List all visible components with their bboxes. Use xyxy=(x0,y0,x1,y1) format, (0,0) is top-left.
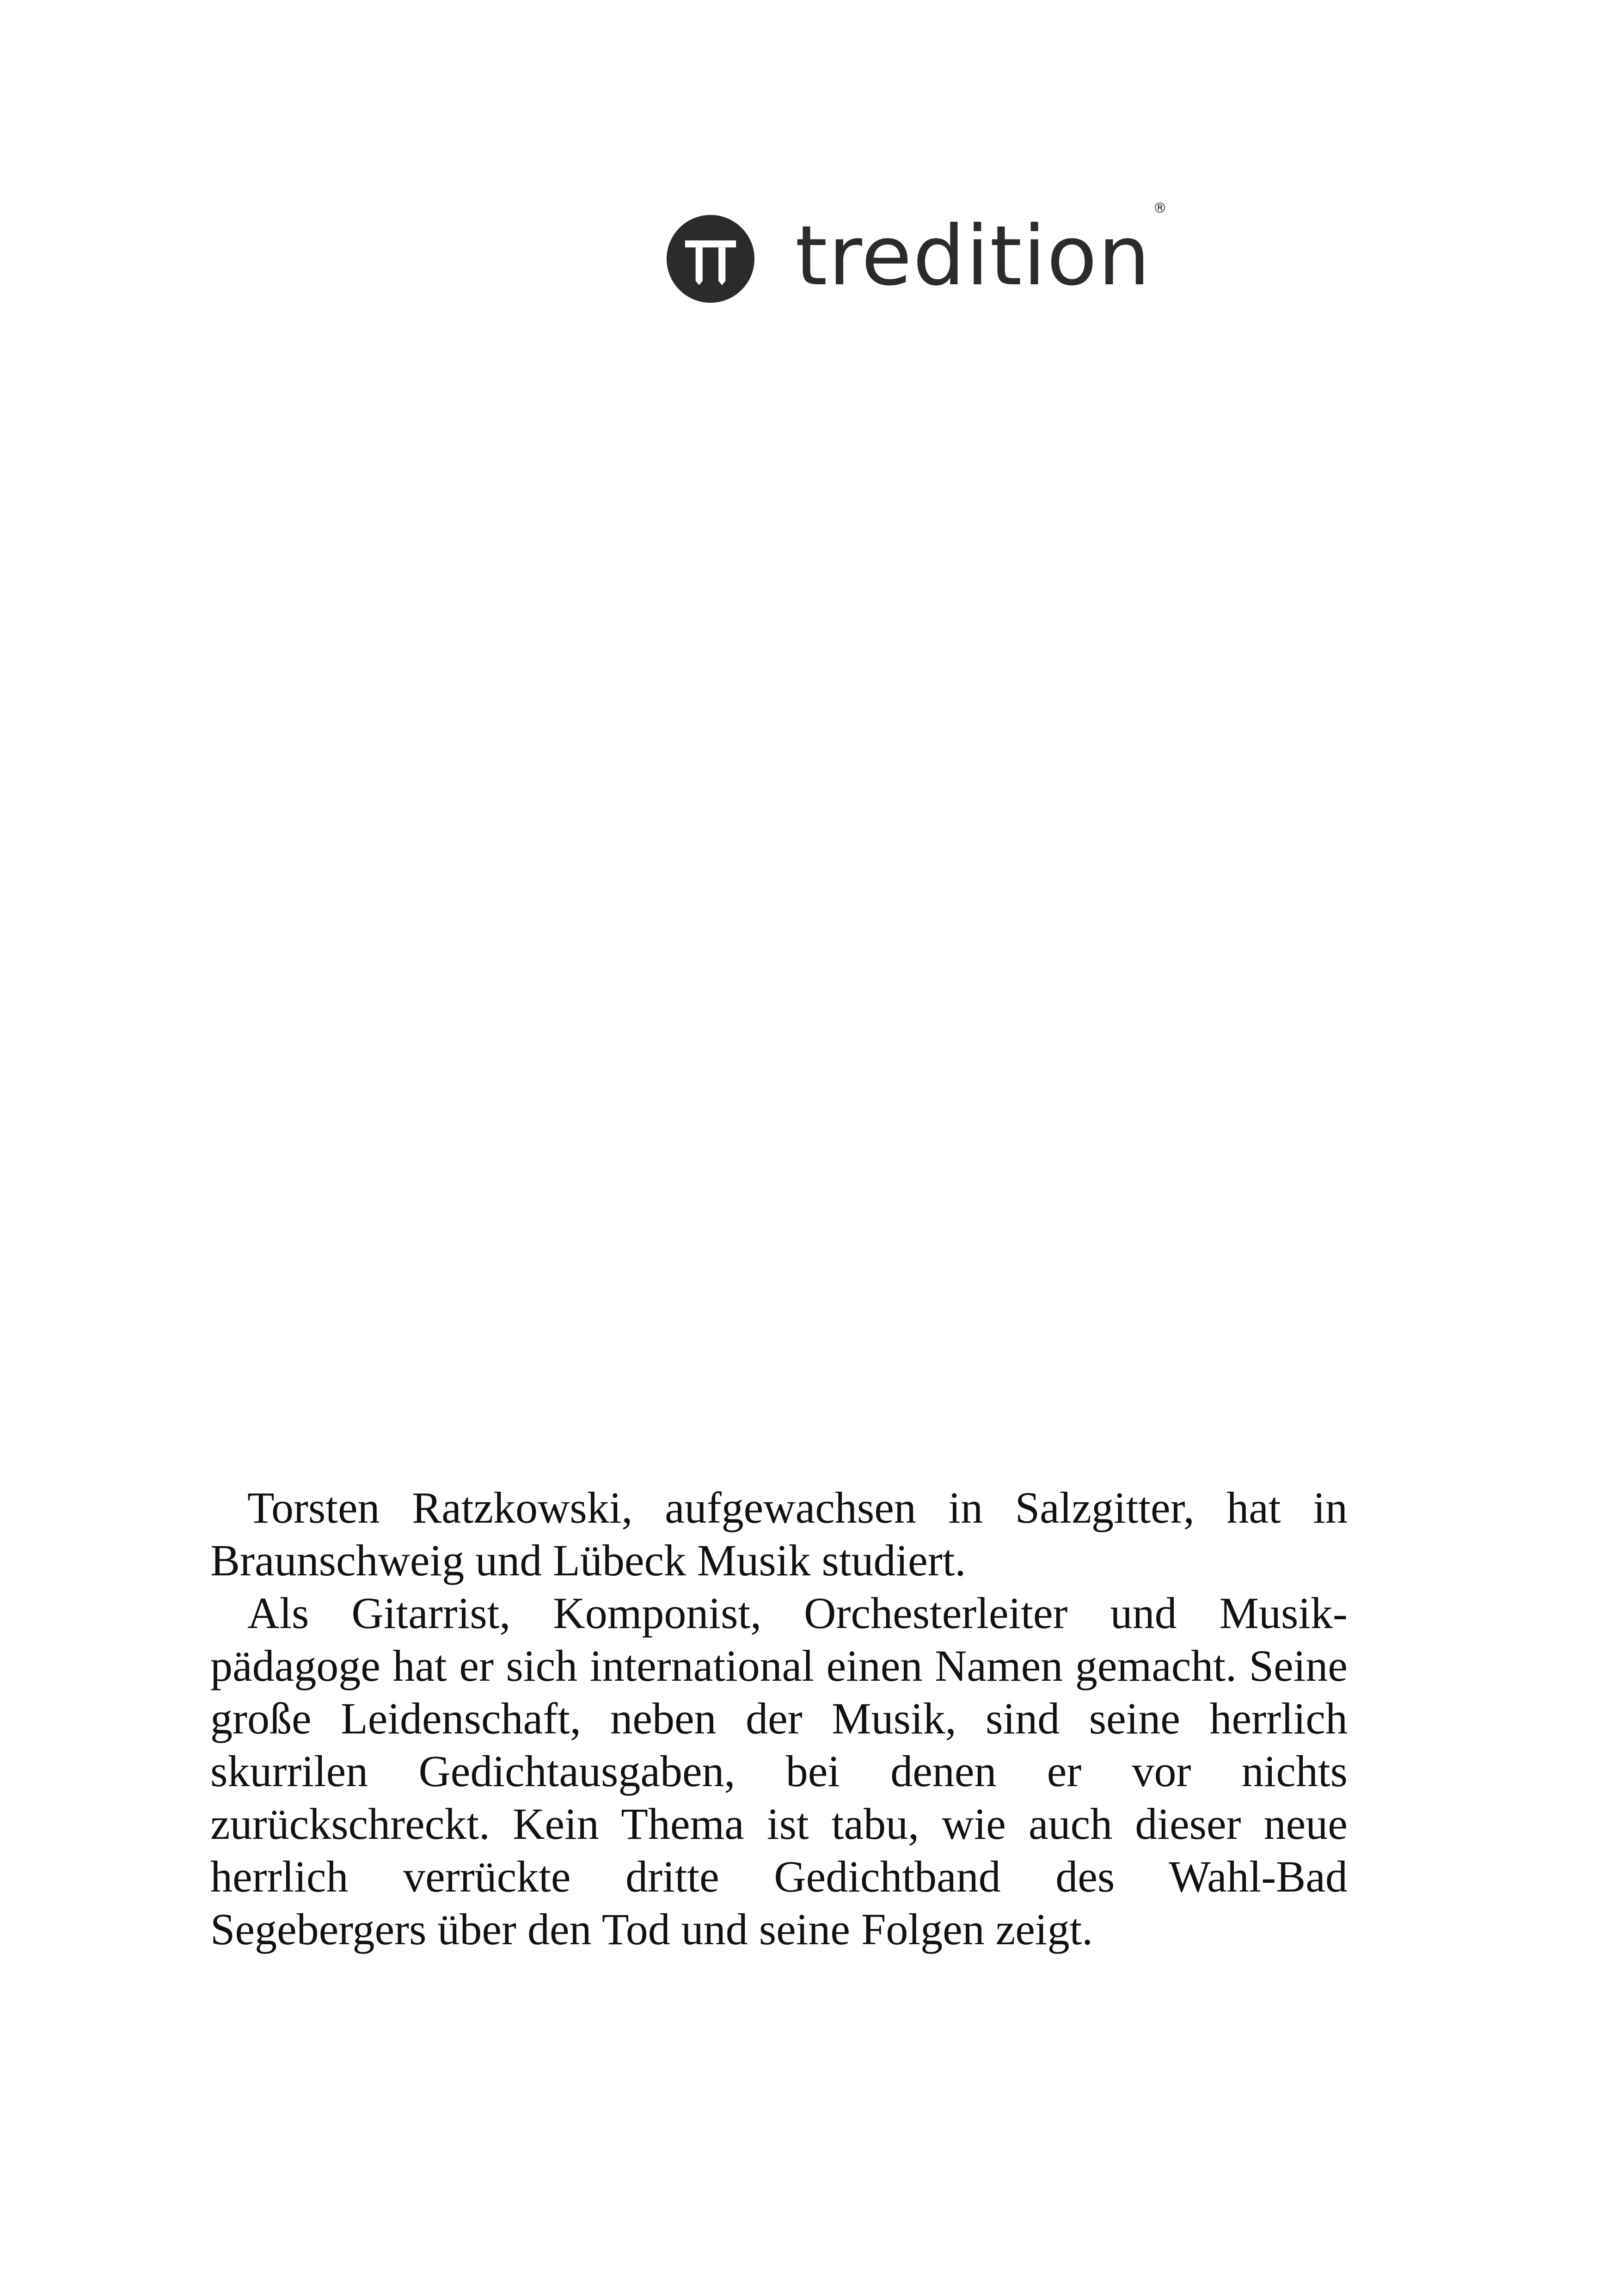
publisher-logo xyxy=(667,200,1167,305)
publisher-name: tredition xyxy=(795,208,1151,304)
bio-paragraph: Als Gitarrist, Komponist, Orchesterleiter und Musik-pädagoge hat er sich international einen Namen gemacht. Seine große Leidenschaft, neben der Musik, sind seine herrlich skurrilen Gedichtausgaben, bei denen er vor nichts zurückschreckt. Kein Thema ist tabu, wie auch dieser neue herrlich verrückte dritte Gedichtband des Wahl-Bad Segebergers über den Tod und seine Folgen zeigt. xyxy=(210,1588,1348,1954)
bio-paragraph: Torsten Ratzkowski, aufgewachsen in Salzgitter, hat in Braunschweig und Lübeck Musik studiert. xyxy=(210,1483,1348,1585)
tredition-logo-icon xyxy=(667,215,754,303)
author-bio xyxy=(210,1482,1348,1956)
registered-mark: ® xyxy=(1152,200,1167,216)
